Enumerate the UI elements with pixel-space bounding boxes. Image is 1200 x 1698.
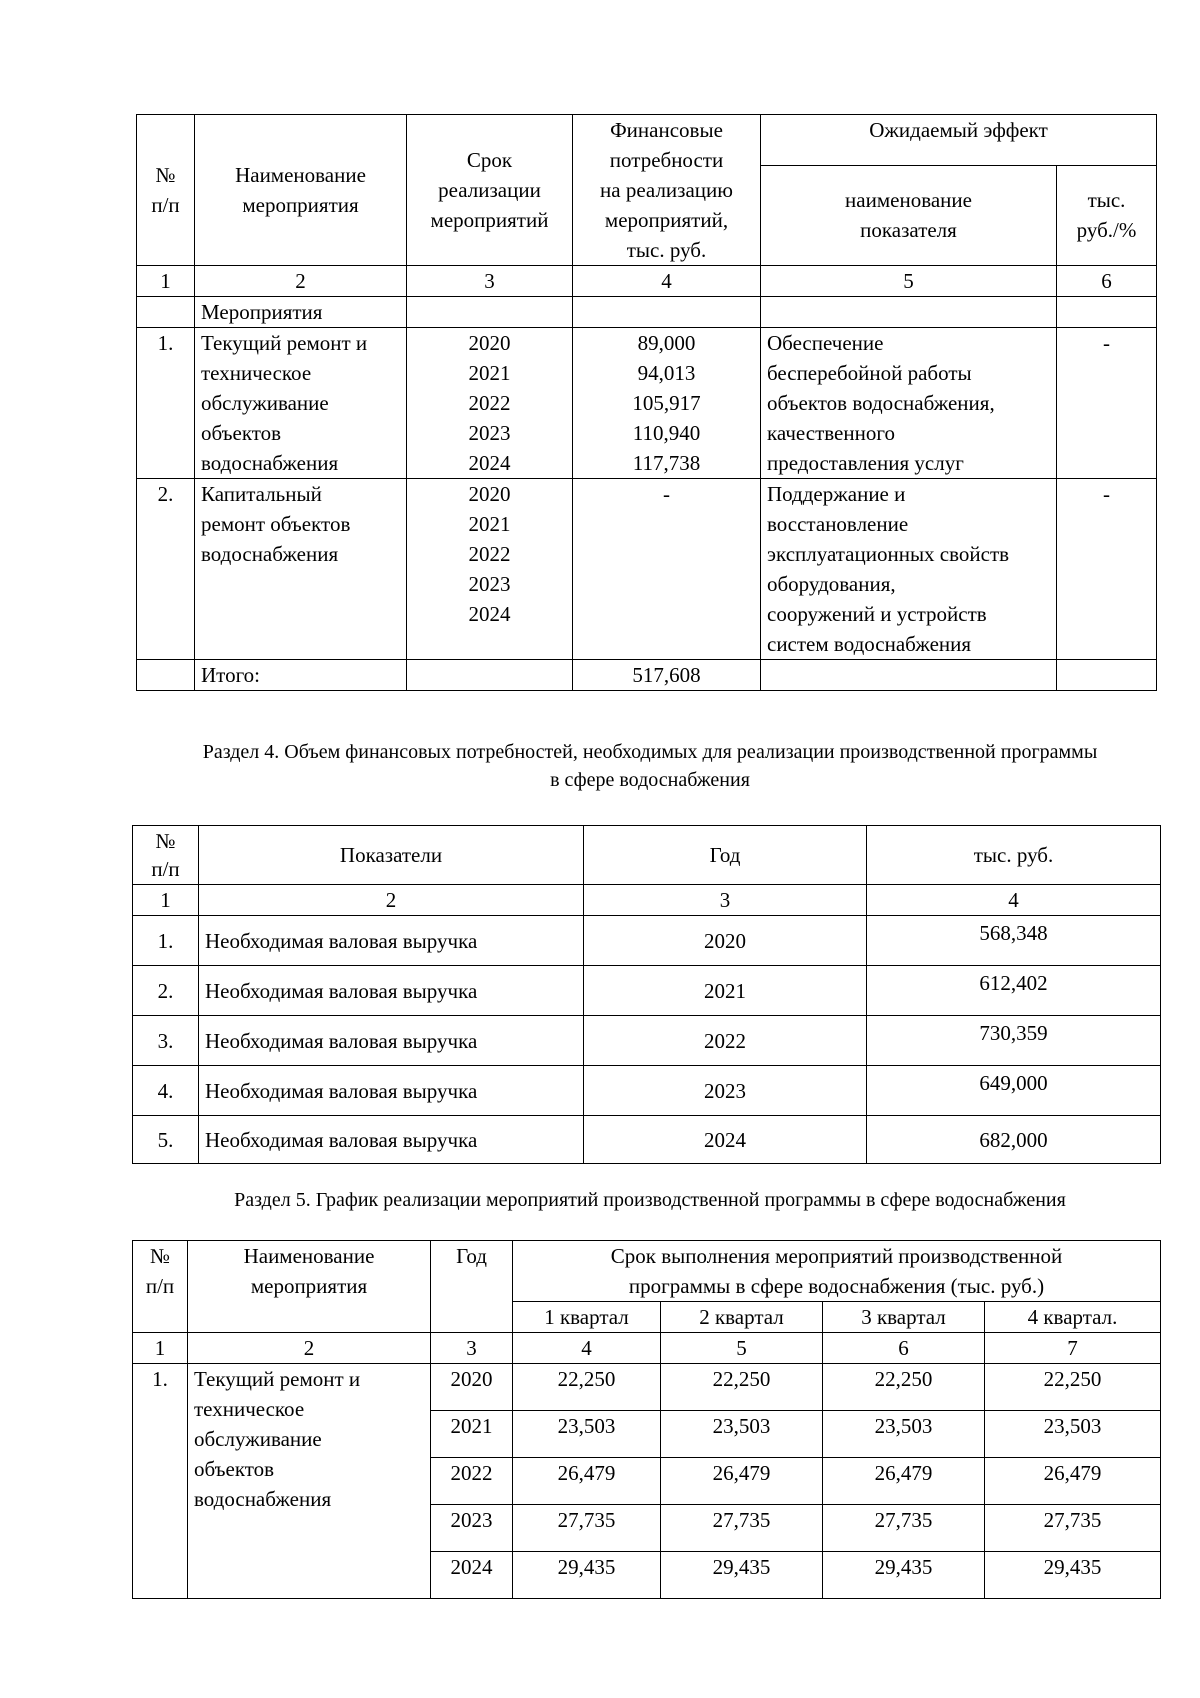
quarter-value: 22,250 [513, 1364, 661, 1411]
row-indicator: Необходимая валовая выручка [199, 1116, 584, 1164]
header-num: № п/п [133, 826, 199, 885]
table-row [137, 328, 1157, 479]
header-name: Наименование мероприятия [195, 115, 407, 266]
row-year: 2022 [584, 1016, 867, 1066]
row-year: 2021 [431, 1411, 513, 1458]
header-finance: Финансовые потребности на реализацию мероприятий, тыс. руб. [573, 115, 761, 266]
row-unit: - [1057, 328, 1157, 479]
row-indicator: Необходимая валовая выручка [199, 1066, 584, 1116]
quarter-value: 26,479 [985, 1458, 1161, 1505]
header-quarter-2: 2 квартал [661, 1302, 823, 1333]
quarter-value: 27,735 [823, 1505, 985, 1552]
quarter-value: 26,479 [661, 1458, 823, 1505]
row-unit: - [1057, 479, 1157, 660]
row-num: 2. [133, 966, 199, 1016]
col-number: 6 [823, 1333, 985, 1364]
row-finance: - [573, 479, 761, 660]
total-value: 517,608 [573, 660, 761, 691]
row-years: 2020 2021 2022 2023 2024 [407, 479, 573, 660]
column-numbers-row [137, 266, 1157, 297]
quarter-value: 29,435 [661, 1552, 823, 1599]
row-finance: 89,000 94,013 105,917 110,940 117,738 [573, 328, 761, 479]
quarter-value: 23,503 [661, 1411, 823, 1458]
col-number: 4 [573, 266, 761, 297]
header-indicator: Показатели [199, 826, 584, 885]
col-number: 6 [1057, 266, 1157, 297]
row-years: 2020 2021 2022 2023 2024 [407, 328, 573, 479]
header-indicator: наименование показателя [761, 165, 1057, 265]
header-quarter-1: 1 квартал [513, 1302, 661, 1333]
header-num: № п/п [137, 115, 195, 266]
col-number: 1 [133, 885, 199, 916]
row-year: 2020 [431, 1364, 513, 1411]
quarter-value: 29,435 [823, 1552, 985, 1599]
header-term: Срок выполнения мероприятий производственной программы в сфере водоснабжения (тыс. руб.) [513, 1241, 1161, 1302]
quarter-value: 29,435 [985, 1552, 1161, 1599]
table-row [133, 1066, 1161, 1116]
header-num: № п/п [133, 1241, 188, 1333]
row-year: 2023 [431, 1505, 513, 1552]
quarter-value: 22,250 [661, 1364, 823, 1411]
quarter-value: 27,735 [661, 1505, 823, 1552]
row-year: 2023 [584, 1066, 867, 1116]
col-number: 3 [431, 1333, 513, 1364]
col-number: 1 [137, 266, 195, 297]
col-number: 4 [867, 885, 1161, 916]
col-number: 5 [661, 1333, 823, 1364]
header-year: Год [584, 826, 867, 885]
row-indicator: Необходимая валовая выручка [199, 916, 584, 966]
table-row [133, 916, 1161, 966]
total-row [137, 660, 1157, 691]
col-number: 7 [985, 1333, 1161, 1364]
row-name: Капитальный ремонт объектов водоснабжения [195, 479, 407, 660]
row-num: 1. [137, 328, 195, 479]
col-number: 4 [513, 1333, 661, 1364]
row-year: 2022 [431, 1458, 513, 1505]
row-value: 682,000 [867, 1116, 1161, 1164]
row-year: 2021 [584, 966, 867, 1016]
table-row [133, 966, 1161, 1016]
quarter-value: 29,435 [513, 1552, 661, 1599]
table-row [133, 1116, 1161, 1164]
header-unit: тыс. руб. [867, 826, 1161, 885]
row-value: 612,402 [867, 966, 1161, 1016]
row-num: 5. [133, 1116, 199, 1164]
row-value: 649,000 [867, 1066, 1161, 1116]
row-indicator: Обеспечение бесперебойной работы объектов водоснабжения, качественного предоставления услуг [761, 328, 1057, 479]
row-num: 3. [133, 1016, 199, 1066]
quarter-value: 23,503 [823, 1411, 985, 1458]
quarter-value: 26,479 [513, 1458, 661, 1505]
header-effect: Ожидаемый эффект [761, 115, 1157, 166]
section-label: Мероприятия [195, 297, 407, 328]
quarter-value: 23,503 [513, 1411, 661, 1458]
row-year: 2020 [584, 916, 867, 966]
quarter-value: 22,250 [985, 1364, 1161, 1411]
column-numbers-row [133, 885, 1161, 916]
row-name: Текущий ремонт и техническое обслуживание объектов водоснабжения [195, 328, 407, 479]
table-row [133, 1364, 1161, 1411]
col-number: 2 [195, 266, 407, 297]
quarter-value: 27,735 [513, 1505, 661, 1552]
table-row [137, 479, 1157, 660]
col-number: 2 [188, 1333, 431, 1364]
table-row [133, 1016, 1161, 1066]
financial-needs-table [132, 825, 1161, 1164]
quarter-value: 26,479 [823, 1458, 985, 1505]
header-quarter-4: 4 квартал. [985, 1302, 1161, 1333]
header-unit: тыс. руб./% [1057, 165, 1157, 265]
quarter-value: 22,250 [823, 1364, 985, 1411]
row-year: 2024 [431, 1552, 513, 1599]
total-label: Итого: [195, 660, 407, 691]
row-num: 2. [137, 479, 195, 660]
row-num: 1. [133, 1364, 188, 1599]
row-year: 2024 [584, 1116, 867, 1164]
row-num: 4. [133, 1066, 199, 1116]
header-quarter-3: 3 квартал [823, 1302, 985, 1333]
row-value: 730,359 [867, 1016, 1161, 1066]
col-number: 3 [584, 885, 867, 916]
row-num: 1. [133, 916, 199, 966]
measures-table [136, 114, 1157, 691]
header-term: Срок реализации мероприятий [407, 115, 573, 266]
header-year: Год [431, 1241, 513, 1333]
header-name: Наименование мероприятия [188, 1241, 431, 1333]
row-name: Текущий ремонт и техническое обслуживание объектов водоснабжения [188, 1364, 431, 1599]
row-indicator: Необходимая валовая выручка [199, 1016, 584, 1066]
quarter-value: 27,735 [985, 1505, 1161, 1552]
section-row [137, 297, 1157, 328]
col-number: 1 [133, 1333, 188, 1364]
row-indicator: Поддержание и восстановление эксплуатационных свойств оборудования, сооружений и устройств систем водоснабжения [761, 479, 1057, 660]
row-indicator: Необходимая валовая выручка [199, 966, 584, 1016]
col-number: 2 [199, 885, 584, 916]
section5-caption: Раздел 5. График реализации мероприятий производственной программы в сфере водоснабжения [234, 1189, 1066, 1211]
col-number: 5 [761, 266, 1057, 297]
section4-caption: Раздел 4. Объем финансовых потребностей, необходимых для реализации производственной программы в сфере водоснабжения [202, 741, 1098, 791]
row-value: 568,348 [867, 916, 1161, 966]
quarter-value: 23,503 [985, 1411, 1161, 1458]
col-number: 3 [407, 266, 573, 297]
column-numbers-row [133, 1333, 1161, 1364]
schedule-table [132, 1240, 1161, 1599]
